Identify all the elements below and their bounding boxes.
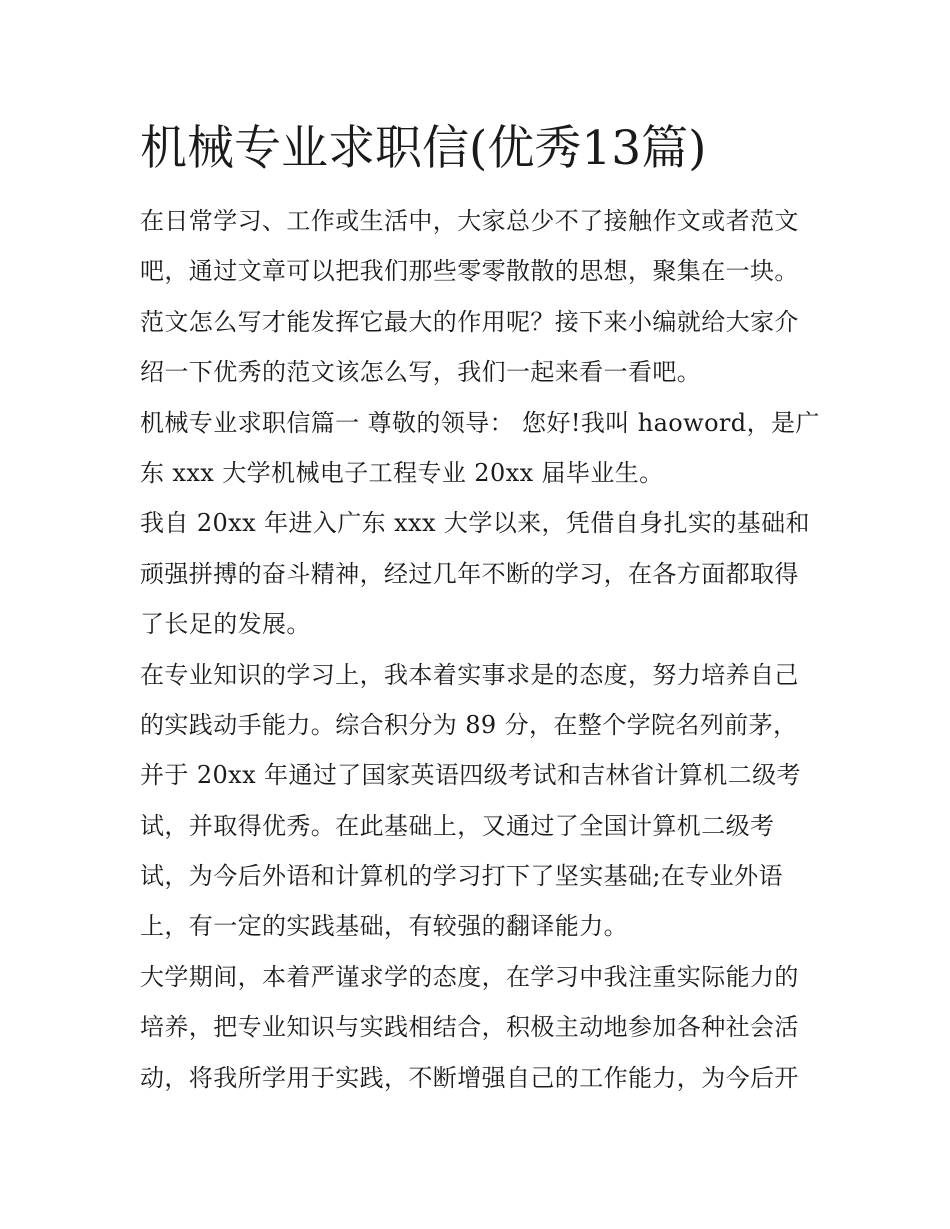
body-line: 范文怎么写才能发挥它最大的作用呢？接下来小编就给大家介 — [140, 307, 799, 336]
body-line: 试，为今后外语和计算机的学习打下了坚实基础;在专业外语 — [140, 862, 783, 891]
body-line: 吧，通过文章可以把我们那些零零散散的思想，聚集在一块。 — [140, 257, 799, 286]
body-line: 上，有一定的实践基础，有较强的翻译能力。 — [140, 912, 628, 941]
body-line: 绍一下优秀的范文该怎么写，我们一起来看一看吧。 — [140, 358, 702, 387]
document-body — [140, 196, 820, 1103]
body-line: 的实践动手能力。综合积分为 89 分，在整个学院名列前茅， — [140, 710, 798, 739]
body-line: 东 xxx 大学机械电子工程专业 20xx 届毕业生。 — [140, 458, 664, 487]
document-title: 机械专业求职信(优秀13篇) — [140, 121, 707, 176]
document-page — [140, 112, 820, 1103]
body-line: 了长足的发展。 — [140, 610, 311, 639]
body-line: 动，将我所学用于实践，不断增强自己的工作能力，为今后开 — [140, 1063, 799, 1092]
body-line: 顽强拼搏的奋斗精神，经过几年不断的学习，在各方面都取得 — [140, 559, 799, 588]
body-line: 试，并取得优秀。在此基础上，又通过了全国计算机二级考 — [140, 811, 775, 840]
body-line: 在日常学习、工作或生活中，大家总少不了接触作文或者范文 — [140, 207, 799, 235]
body-line: 机械专业求职信篇一 尊敬的领导： 您好!我叫 haoword，是广 — [140, 408, 820, 437]
body-line: 并于 20xx 年通过了国家英语四级考试和吉林省计算机二级考 — [140, 761, 801, 790]
body-line: 我自 20xx 年进入广东 xxx 大学以来，凭借自身扎实的基础和 — [140, 509, 810, 538]
body-line: 培养，把专业知识与实践相结合，积极主动地参加各种社会活 — [140, 1013, 799, 1042]
body-line: 在专业知识的学习上，我本着实事求是的态度，努力培养自己 — [140, 660, 799, 689]
body-line: 大学期间，本着严谨求学的态度，在学习中我注重实际能力的 — [140, 962, 799, 991]
